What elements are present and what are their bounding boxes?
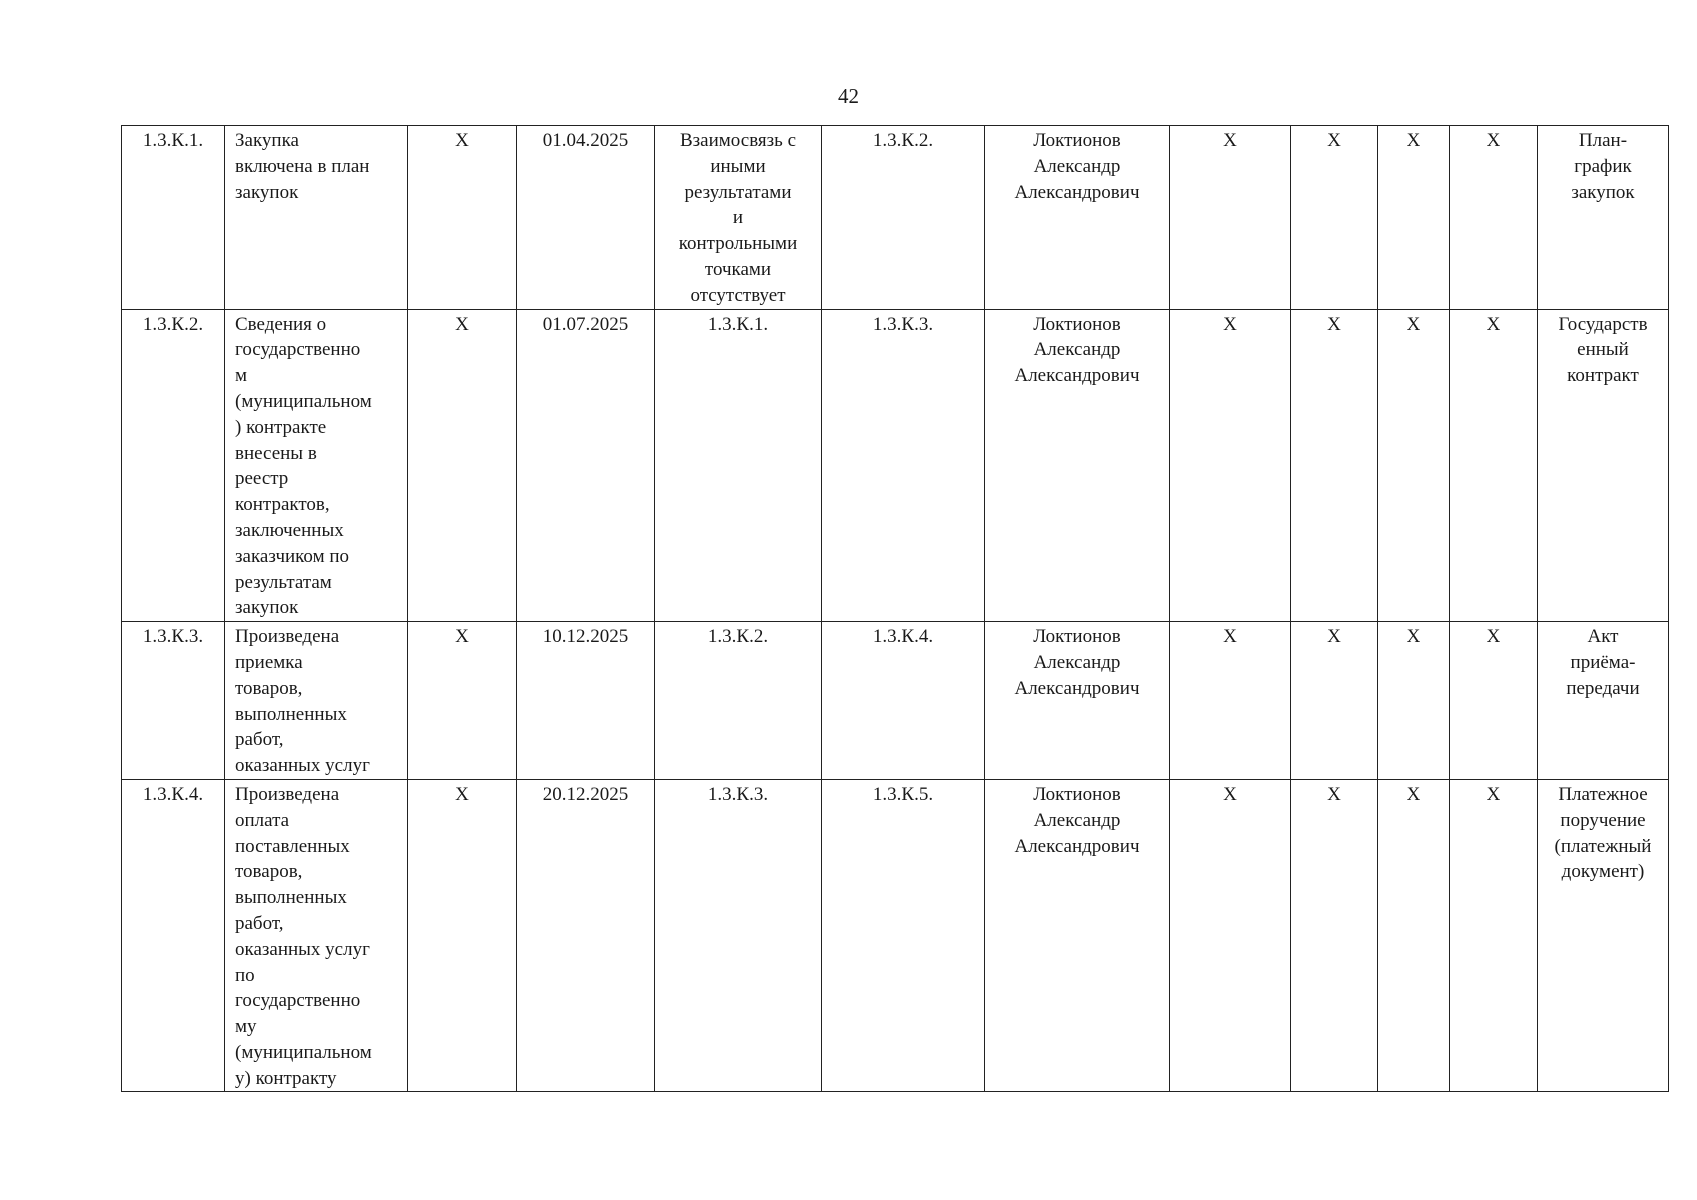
row-code-cell: 1.3.К.1. — [122, 126, 225, 310]
row-name-cell: Закупка включена в план закупок — [225, 126, 408, 310]
row-responsible-cell: Локтионов Александр Александрович — [985, 779, 1170, 1092]
row-name-cell: Сведения о государственно м (муниципальном ) контракте внесены в реестр контрактов, заключенных заказчиком по результатам закупок — [225, 309, 408, 622]
row-x-cell: X — [1170, 126, 1291, 310]
row-responsible-cell: Локтионов Александр Александрович — [985, 309, 1170, 622]
row-date-cell: 10.12.2025 — [517, 622, 655, 780]
row-code-cell: 1.3.К.2. — [122, 309, 225, 622]
row-document-cell: Государств енный контракт — [1538, 309, 1669, 622]
row-predecessor-cell: Взаимосвязь с иными результатами и контрольными точками отсутствует — [655, 126, 822, 310]
row-successor-cell: 1.3.К.2. — [822, 126, 985, 310]
table-row — [122, 309, 1669, 622]
row-name-cell: Произведена оплата поставленных товаров, выполненных работ, оказанных услуг по государственно му (муниципальном у) контракту — [225, 779, 408, 1092]
row-x-cell: X — [408, 126, 517, 310]
row-name-cell: Произведена приемка товаров, выполненных работ, оказанных услуг — [225, 622, 408, 780]
row-document-cell: Акт приёма- передачи — [1538, 622, 1669, 780]
row-x-cell: X — [1450, 126, 1538, 310]
table-row — [122, 779, 1669, 1092]
table-row — [122, 126, 1669, 310]
row-x-cell: X — [1450, 779, 1538, 1092]
row-x-cell: X — [408, 779, 517, 1092]
row-responsible-cell: Локтионов Александр Александрович — [985, 622, 1170, 780]
row-x-cell: X — [1378, 779, 1450, 1092]
row-x-cell: X — [408, 309, 517, 622]
row-x-cell: X — [1450, 309, 1538, 622]
row-x-cell: X — [1291, 309, 1378, 622]
row-x-cell: X — [1450, 622, 1538, 780]
row-date-cell: 20.12.2025 — [517, 779, 655, 1092]
row-successor-cell: 1.3.К.3. — [822, 309, 985, 622]
row-x-cell: X — [1291, 779, 1378, 1092]
row-x-cell: X — [408, 622, 517, 780]
row-x-cell: X — [1291, 622, 1378, 780]
row-x-cell: X — [1378, 622, 1450, 780]
row-responsible-cell: Локтионов Александр Александрович — [985, 126, 1170, 310]
row-date-cell: 01.07.2025 — [517, 309, 655, 622]
row-x-cell: X — [1378, 309, 1450, 622]
table-row — [122, 622, 1669, 780]
row-x-cell: X — [1170, 622, 1291, 780]
row-x-cell: X — [1170, 779, 1291, 1092]
row-document-cell: План- график закупок — [1538, 126, 1669, 310]
row-predecessor-cell: 1.3.К.1. — [655, 309, 822, 622]
row-predecessor-cell: 1.3.К.3. — [655, 779, 822, 1092]
row-date-cell: 01.04.2025 — [517, 126, 655, 310]
row-predecessor-cell: 1.3.К.2. — [655, 622, 822, 780]
row-successor-cell: 1.3.К.4. — [822, 622, 985, 780]
row-x-cell: X — [1291, 126, 1378, 310]
row-document-cell: Платежное поручение (платежный документ) — [1538, 779, 1669, 1092]
row-code-cell: 1.3.К.4. — [122, 779, 225, 1092]
control-points-table — [121, 125, 1669, 1092]
row-x-cell: X — [1378, 126, 1450, 310]
page-number: 42 — [838, 84, 859, 108]
row-code-cell: 1.3.К.3. — [122, 622, 225, 780]
row-x-cell: X — [1170, 309, 1291, 622]
row-successor-cell: 1.3.К.5. — [822, 779, 985, 1092]
